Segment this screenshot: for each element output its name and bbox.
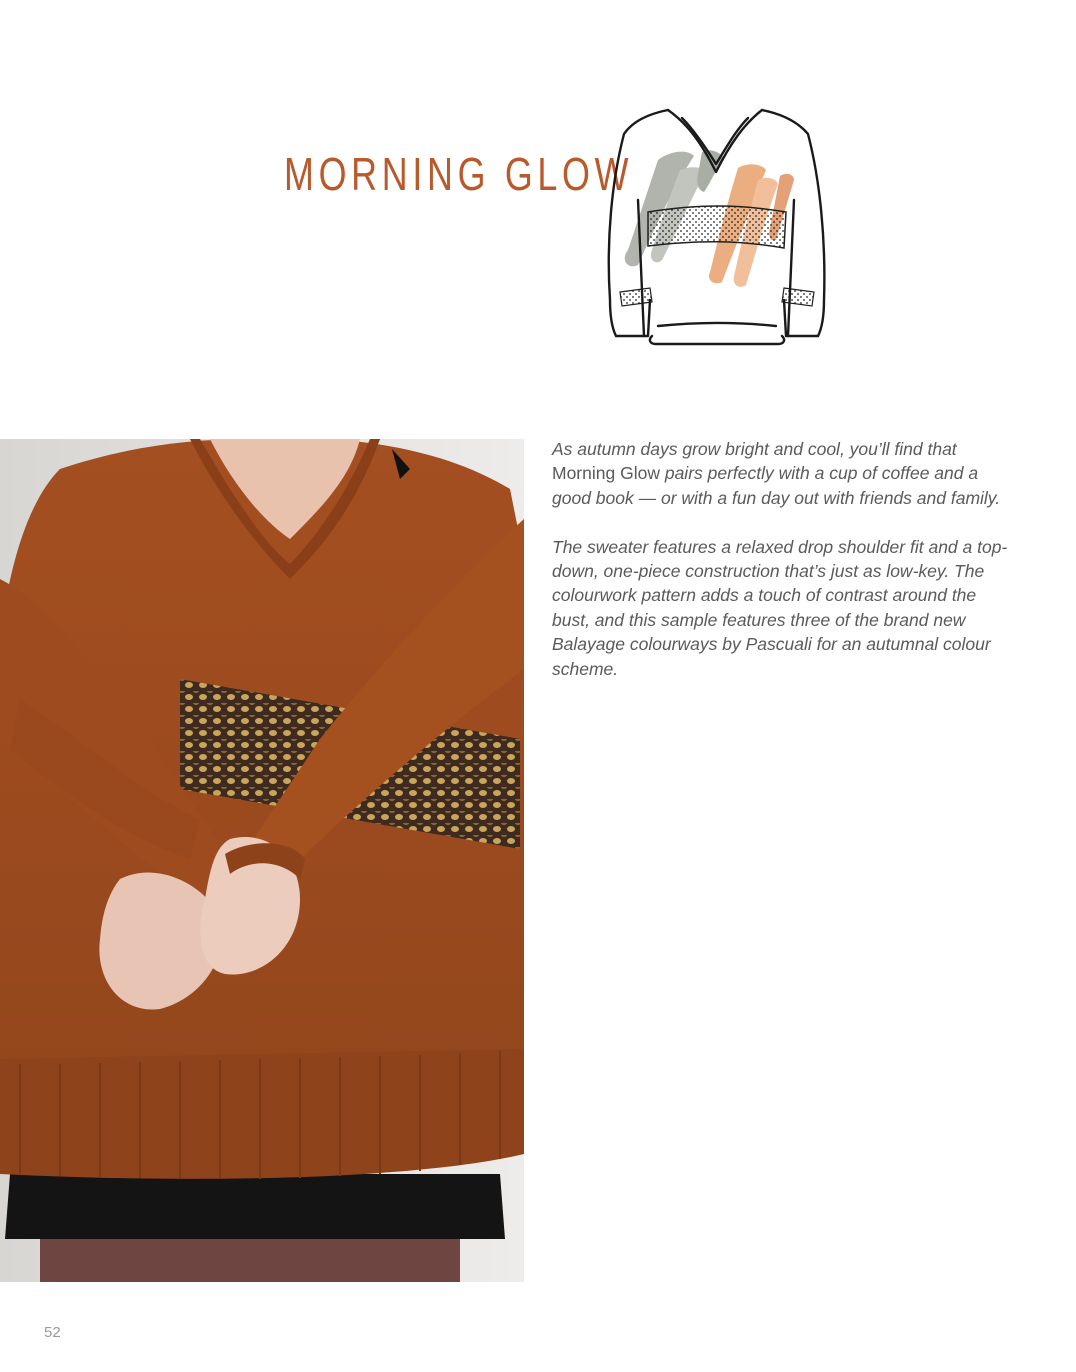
sweater-sketch-icon [598,100,836,352]
description-paragraph [552,437,1014,510]
pattern-name: Morning Glow [552,463,660,484]
description-text [552,437,1014,705]
page-number: 52 [44,1324,61,1341]
description-paragraph-2: The sweater features a relaxed drop shoulder fit and a top-down, one-piece construction that’s just as low-key. The colourwork pattern adds a touch of contrast around the bust, and this sample features three of the brand new Balayage colourways by Pascuali for an autumnal colour scheme. [552,536,1008,679]
model-photo [0,439,524,1282]
description-rest: pairs perfectly with a cup of coffee and a good book — or with a fun day out with friends and family. [552,463,1001,508]
description-intro: As autumn days grow bright and cool, you’ll find that [552,439,957,459]
pattern-title: MORNING GLOW [284,148,634,200]
